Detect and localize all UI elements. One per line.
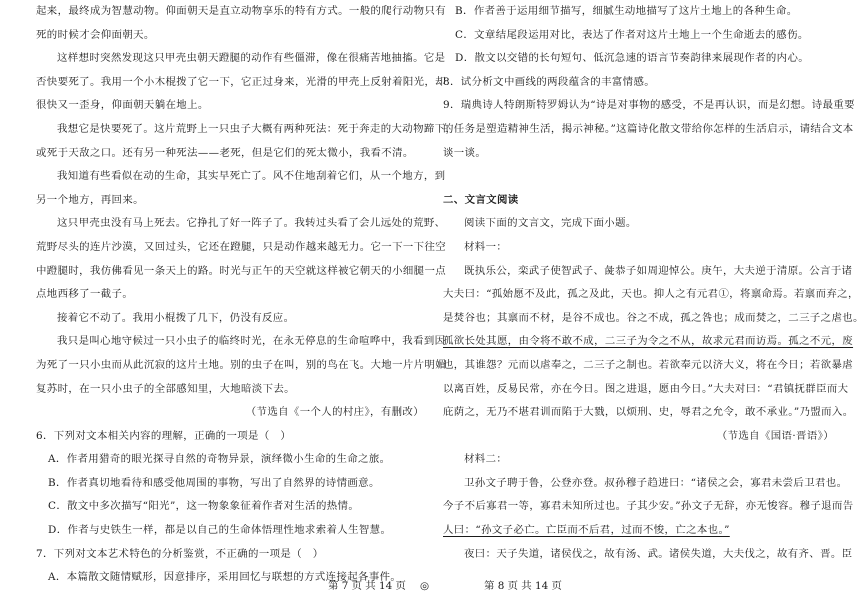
question-9: 9．瑞典诗人特朗斯特罗姆认为“诗是对事物的感受，不是再认识，而是幻想。诗最重要 — [443, 99, 855, 112]
question-7: 7．下列对文本艺术特色的分析鉴赏，不正确的一项是（ ） — [36, 547, 324, 560]
text-line: 既执乐公，栾武子使智武子、彘恭子如周迎悼公。庚午，大夫逆于清原。公言于诸 — [464, 264, 853, 277]
text-line: 否快要死了。我用一个小木棍拨了它一下，它正过身来，光滑的甲壳上反射着阳光，却 — [36, 75, 447, 88]
option-6a: A．作者用猎奇的眼光探寻自然的奇物异景，演绎微小生命的生命之旅。 — [48, 453, 391, 466]
text-line: 的任务是塑造精神生活，揭示神秘。”这篇诗化散文带给你怎样的生活启示，请结合文本 — [443, 122, 854, 135]
text-line: 死的时候才会仰面朝天。 — [36, 28, 155, 41]
page-footer — [0, 574, 860, 598]
text-line: 我只是叫心地守候过一只小虫子的临终时光，在永无停息的生命喧哗中，我看到因 — [57, 335, 446, 348]
question-8: 8．试分析文中画线的两段蕴含的丰富情感。 — [443, 75, 656, 88]
text-line: 今子不后寡君一等，寡君未知所过也。子其少安。”孙文子无辞，亦无悛容。穆子退而告 — [443, 500, 854, 513]
text-line: 是焚谷也；其禀而不材，是谷不成也。谷之不成，孤之咎也；成而焚之，二三子之虐也。 — [443, 311, 864, 324]
text-line — [443, 519, 838, 543]
left-page — [36, 0, 457, 584]
text-line: 另一个地方，再回来。 — [36, 193, 144, 206]
text-line: 我知道有些看似在动的生命，其实早死亡了。风不住地刮着它们，从一个地方，到 — [57, 170, 446, 183]
material-label: 材料一： — [464, 240, 508, 253]
section-heading: 二、文言文阅读 — [443, 193, 519, 206]
option-7d: D．散文以交错的长句短句、低沉急速的语言节奏韵律来展现作者的内心。 — [455, 52, 810, 65]
text-line: 很快又一歪身，仰面朝天躺在地上。 — [36, 99, 209, 112]
question-6: 6．下列对文本相关内容的理解，正确的一项是（ ） — [36, 429, 292, 442]
text-line: 我想它是快要死了。这片荒野上一只虫子大概有两种死法：死于奔走的大动物蹄下， — [57, 122, 457, 135]
source-citation: （节选自《一个人的村庄》，有删改） — [245, 406, 424, 419]
text-line: 这样想时突然发现这只甲壳虫朝天蹬腿的动作有些僵滞，像在很痛苦地抽搐。它是 — [57, 52, 446, 65]
text-line — [443, 330, 854, 354]
text-line: 或死于天敌之口。还有另一种死法——老死，但是它们的死太微小，我看不清。 — [36, 146, 414, 159]
source-citation: （节选自《国语·晋语》） — [716, 429, 834, 442]
page-number-left: 第 7 页 共 14 页 — [328, 580, 406, 592]
text-line: 以离百姓，反易民常，亦在今日。图之进退，愿由今日。”大夫对曰：“君镇抚群臣而大 — [443, 382, 849, 395]
option-6c: C．散文中多次描写“阳光”，这一物象象征着作者对生活的热情。 — [48, 500, 360, 513]
text-line: 这只甲壳虫没有马上死去。它挣扎了好一阵子了。我转过头看了会儿远处的荒野、 — [57, 217, 446, 230]
spacer — [443, 165, 838, 189]
text-line: 也，其谁怨？元而以虐奉之，二三子之制也。若欲奉元以济大义，将在今日；若欲暴虐 — [443, 358, 854, 371]
option-6b: B．作者真切地看待和感受他周围的事物，写出了自然界的诗情画意。 — [48, 476, 380, 489]
text-line: 谈一谈。 — [443, 146, 487, 159]
underlined-text: 人曰：“孙文子必亡。亡臣而不后君，过而不悛，亡之本也。” — [443, 524, 730, 537]
text-line: 荒野尽头的连片沙漠，又回过头，它还在蹬腿，只是动作越来越无力。它一下一下往空 — [36, 240, 447, 253]
instruction: 阅读下面的文言文，完成下面小题。 — [464, 217, 637, 230]
option-7a: A．本篇散文随情赋形，因意排序，采用回忆与联想的方式连接起各事件。 — [48, 571, 402, 584]
text-line: 夜曰：天子失道，诸侯伐之，故有汤、武。诸侯失道，大夫伐之，故有齐、晋。臣 — [464, 547, 853, 560]
text-line: 卫孙文子聘于鲁，公登亦登。叔孙穆子趋进曰：“诸侯之会，寡君未尝后卫君也。 — [464, 476, 848, 489]
material-label: 材料二： — [464, 453, 508, 466]
right-page — [443, 0, 864, 567]
text-line: 中蹬腿时，我仿佛看见一条天上的路。时光与正午的天空就这样被它朝天的小细腿一点 — [36, 264, 447, 277]
page-number-right: 第 8 页 共 14 页 — [484, 580, 562, 592]
text-line: 为死了一只小虫而从此沉寂的这片土地。别的虫子在叫，别的鸟在飞。大地一片片明媚 — [36, 358, 447, 371]
text-line: 接着它不动了。我用小棍拨了几下，仍没有反应。 — [57, 311, 295, 324]
text-line: 点地西移了一截子。 — [36, 288, 134, 301]
text-line: 庇荫之，无乃不堪君训而陷于大戮，以烦刑、史，辱君之允令，敢不承业。”乃盟而入。 — [443, 406, 854, 419]
text-line: 复苏时，在一只小虫子的全部感知里，大地暗淡下去。 — [36, 382, 295, 395]
underlined-text: 孤欲长处其愿，由令将不敢不成，二三子为令之不从，故求元君而访焉。孤之不元，废 — [443, 335, 854, 348]
text-line: 大夫曰：“孤始愿不及此，孤之及此，天也。抑人之有元君①，将禀命焉。若禀而弃之， — [443, 288, 859, 301]
footer-separator-icon: ◎ — [420, 580, 430, 592]
option-7c: C．文章结尾段运用对比，表达了作者对这片土地上一个生命逝去的感伤。 — [455, 28, 809, 41]
text-line: 起来，最终成为智慧动物。仰面朝天是直立动物享乐的特有方式。一般的爬行动物只有 — [36, 5, 447, 17]
option-6d: D．作者与史铁生一样，都是以自己的生命体悟理性地求索着人生智慧。 — [48, 524, 392, 537]
option-7b: B．作者善于运用细节描写，细腻生动地描写了这片土地上的各种生命。 — [455, 5, 798, 17]
